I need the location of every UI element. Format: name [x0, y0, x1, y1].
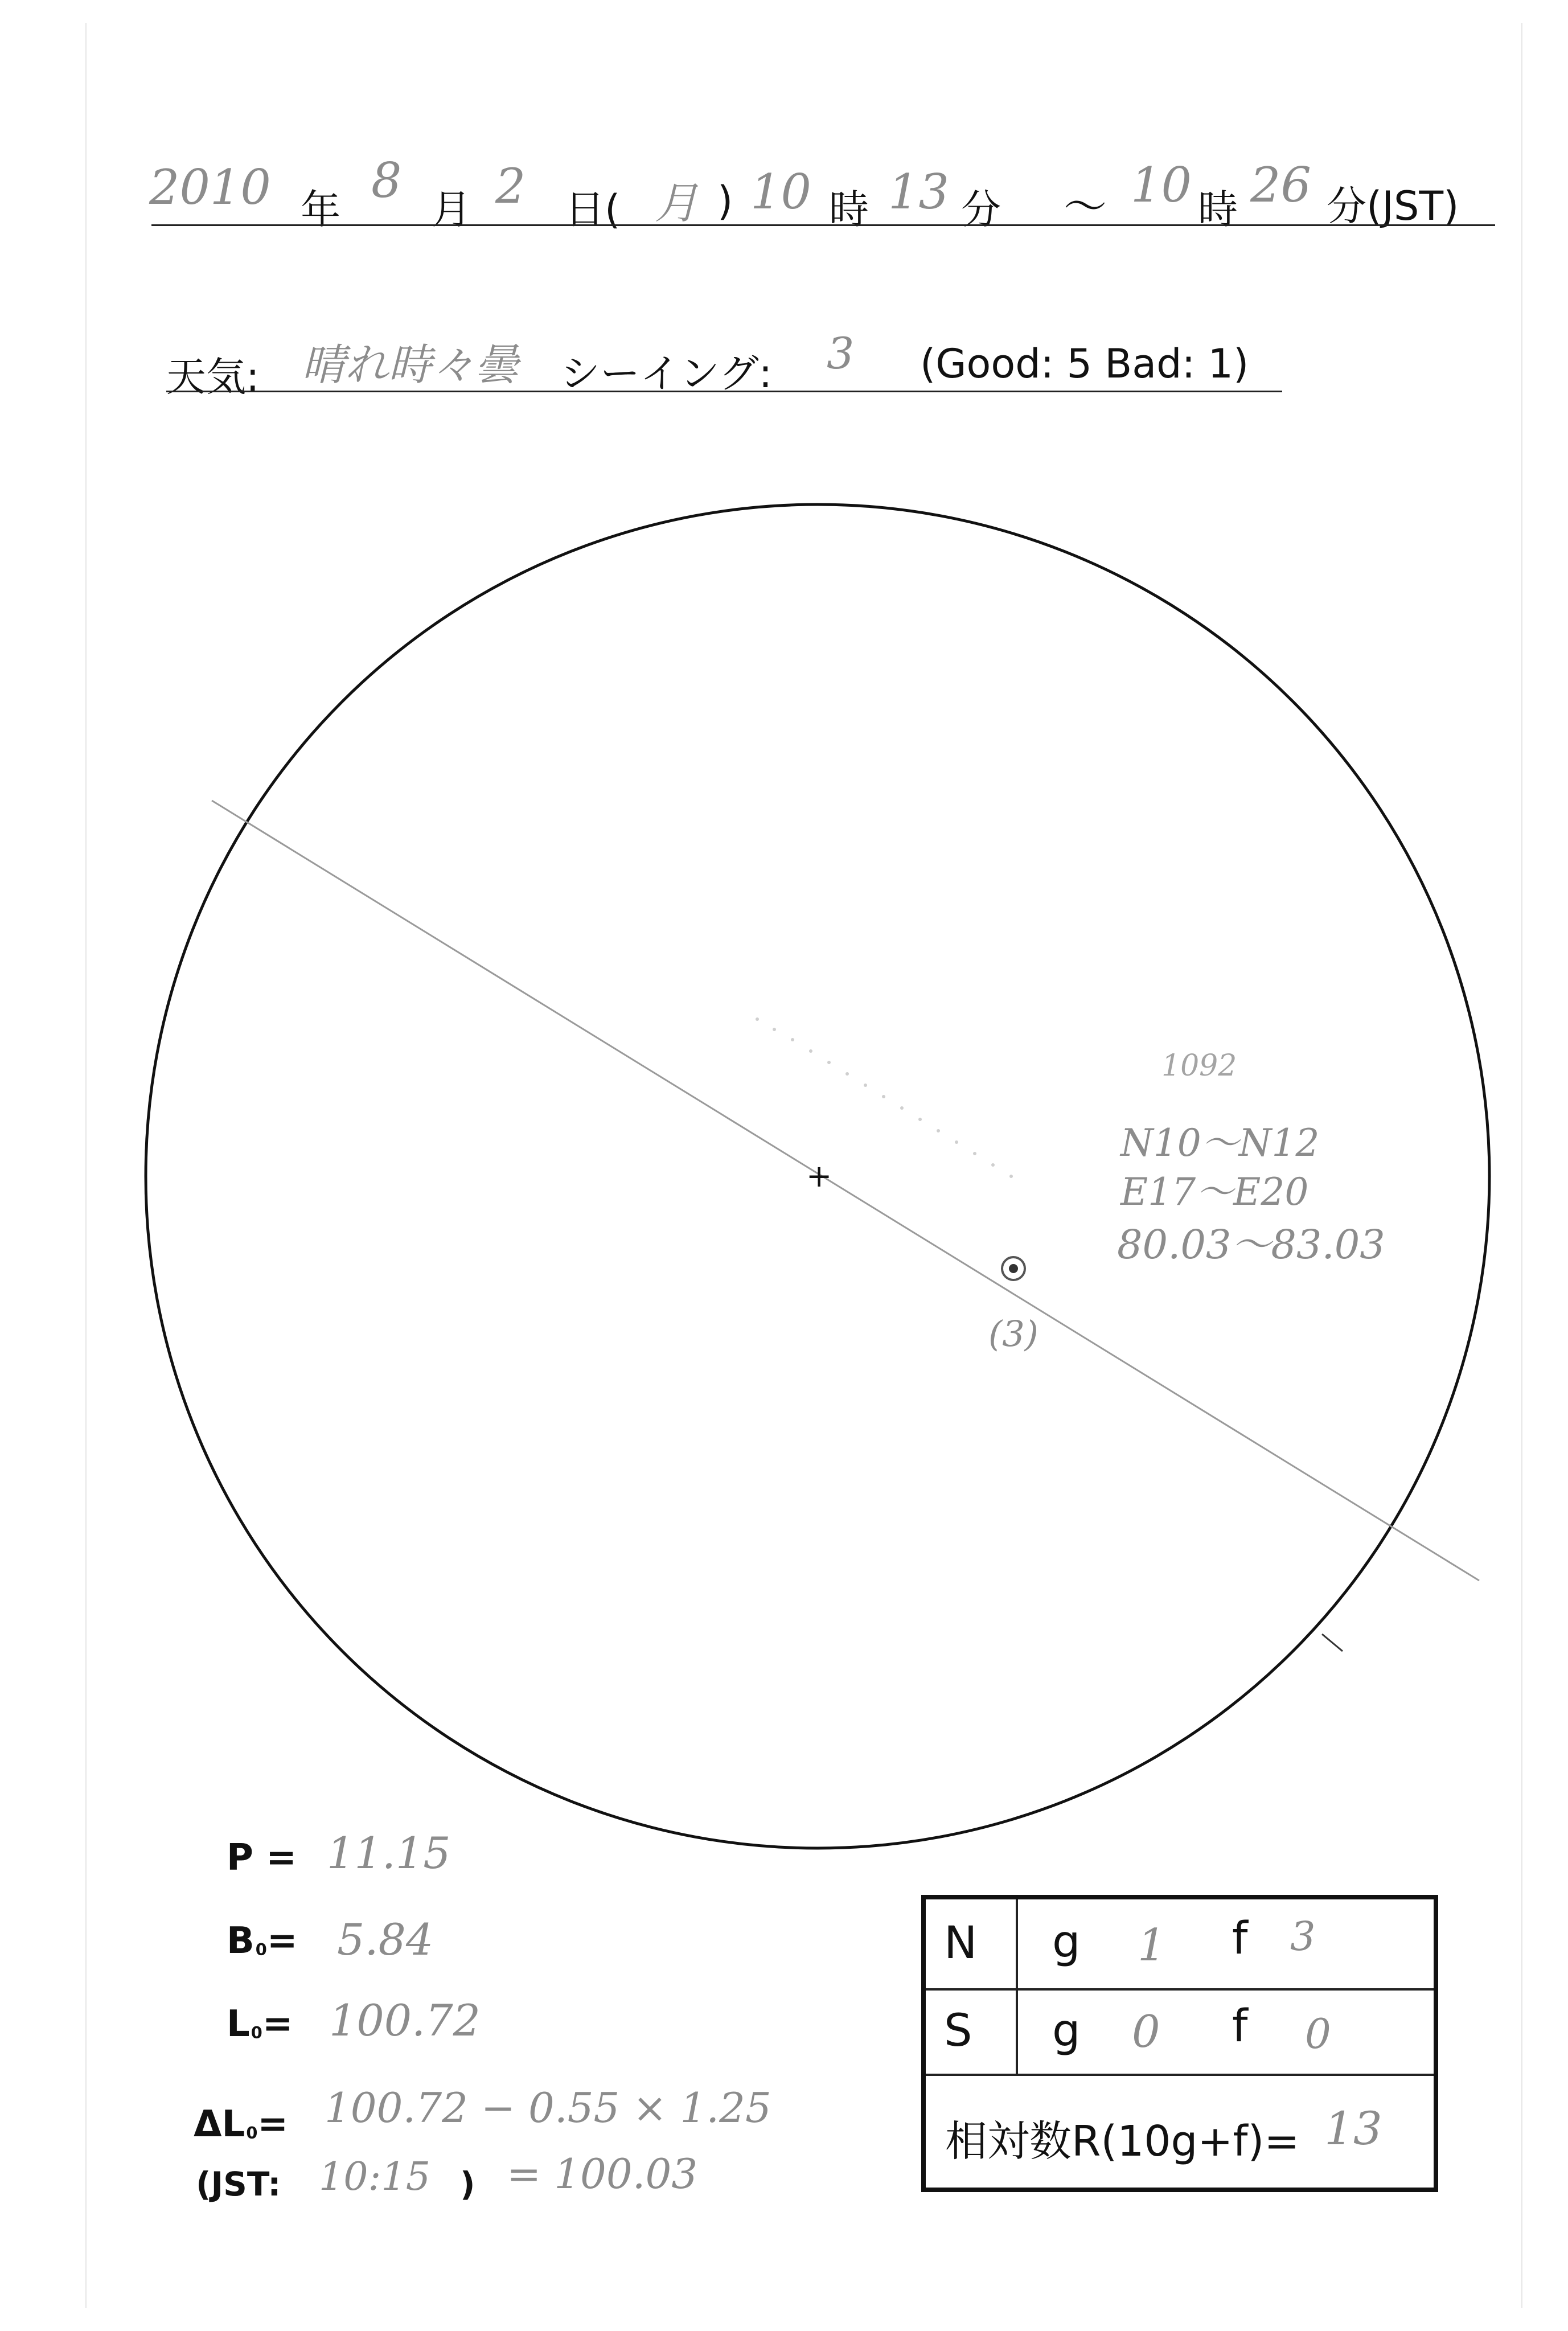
faint-dotted-trail [756, 1017, 1013, 1178]
relative-number-row [926, 2076, 1434, 2188]
north-row [926, 1899, 1434, 1991]
end-hour-value: 10 [1131, 157, 1192, 213]
sunspot-count-table [921, 1895, 1438, 2192]
l0-label [227, 2003, 293, 2045]
start-minute-label: 分 [961, 186, 1001, 233]
south-g-label: g [1052, 2005, 1081, 2057]
relative-number-label: 相対数R(10g+f)= [945, 2117, 1300, 2166]
north-f-value: 3 [1290, 1913, 1316, 1960]
south-f-label: f [1232, 2001, 1248, 2052]
south-row-divider [1016, 1991, 1018, 2074]
end-suffix: 分(JST) [1327, 183, 1459, 229]
seeing-label: シーイング: [560, 350, 773, 397]
b0-equals: = [266, 1920, 298, 1962]
sunspot-group [1002, 1257, 1025, 1280]
dl0-label [194, 2103, 288, 2145]
weather-label: 天気: [166, 354, 260, 400]
longitude-range: E17～E20 [1120, 1170, 1309, 1214]
end-hour-label: 時 [1198, 186, 1238, 233]
year-label: 年 [301, 186, 340, 233]
b0-subscript: 0 [255, 1940, 267, 1960]
b0-value: 5.84 [337, 1914, 434, 1965]
north-label: N [944, 1918, 978, 1969]
south-g-value: 0 [1132, 2006, 1160, 2058]
jst-value: 10:15 [319, 2154, 430, 2199]
month-value: 8 [371, 153, 402, 208]
year-value: 2010 [149, 159, 271, 215]
start-minute-value: 13 [888, 164, 949, 220]
group-number: 1092 [1161, 1049, 1237, 1083]
dl0-result: = 100.03 [507, 2150, 698, 2198]
carrington-range: 80.03～83.03 [1117, 1221, 1385, 1268]
north-f-label: f [1232, 1913, 1248, 1964]
south-label: S [944, 2005, 972, 2057]
month-label: 月 [432, 186, 471, 233]
jst-close: ) [460, 2165, 475, 2203]
p-label: P = [227, 1837, 297, 1879]
sunspot-umbra [1009, 1264, 1018, 1273]
edge-tick-mark [1322, 1634, 1343, 1651]
start-hour-label: 時 [829, 186, 869, 233]
weather-value: 晴れ時々曇 [302, 339, 518, 390]
weekday-close: ) [717, 178, 733, 224]
dl0-expression: 100.72 − 0.55 × 1.25 [325, 2084, 771, 2132]
seeing-value: 3 [827, 328, 855, 379]
p-value: 11.15 [327, 1828, 451, 1878]
start-hour-value: 10 [750, 164, 811, 220]
weekday-value: 月 [655, 178, 698, 228]
north-g-value: 1 [1138, 1920, 1166, 1971]
b0-label [227, 1920, 297, 1962]
day-value: 2 [495, 158, 526, 214]
seeing-scale: (Good: 5 Bad: 1) [920, 340, 1249, 387]
latitude-range: N10～N12 [1120, 1121, 1320, 1165]
l0-subscript: 0 [251, 2023, 262, 2043]
south-f-value: 0 [1305, 2010, 1331, 2058]
jst-label: (JST: [196, 2165, 281, 2203]
north-row-divider [1016, 1899, 1018, 1988]
dl0-subscript: 0 [246, 2123, 258, 2143]
relative-number-value: 13 [1324, 2102, 1382, 2155]
day-label: 日( [565, 186, 621, 233]
disk-center-marker: + [806, 1158, 832, 1194]
dl0-letter: ΔL [194, 2103, 245, 2145]
end-minute-value: 26 [1250, 157, 1311, 213]
l0-equals: = [262, 2003, 293, 2045]
dl0-equals: = [257, 2103, 288, 2145]
north-g-label: g [1052, 1916, 1081, 1968]
south-row [926, 1991, 1434, 2076]
spot-count-label: (3) [988, 1313, 1039, 1355]
b0-letter: B [227, 1920, 255, 1962]
l0-letter: L [227, 2003, 250, 2045]
l0-value: 100.72 [329, 1995, 481, 2046]
range-separator: ～ [1064, 181, 1107, 232]
